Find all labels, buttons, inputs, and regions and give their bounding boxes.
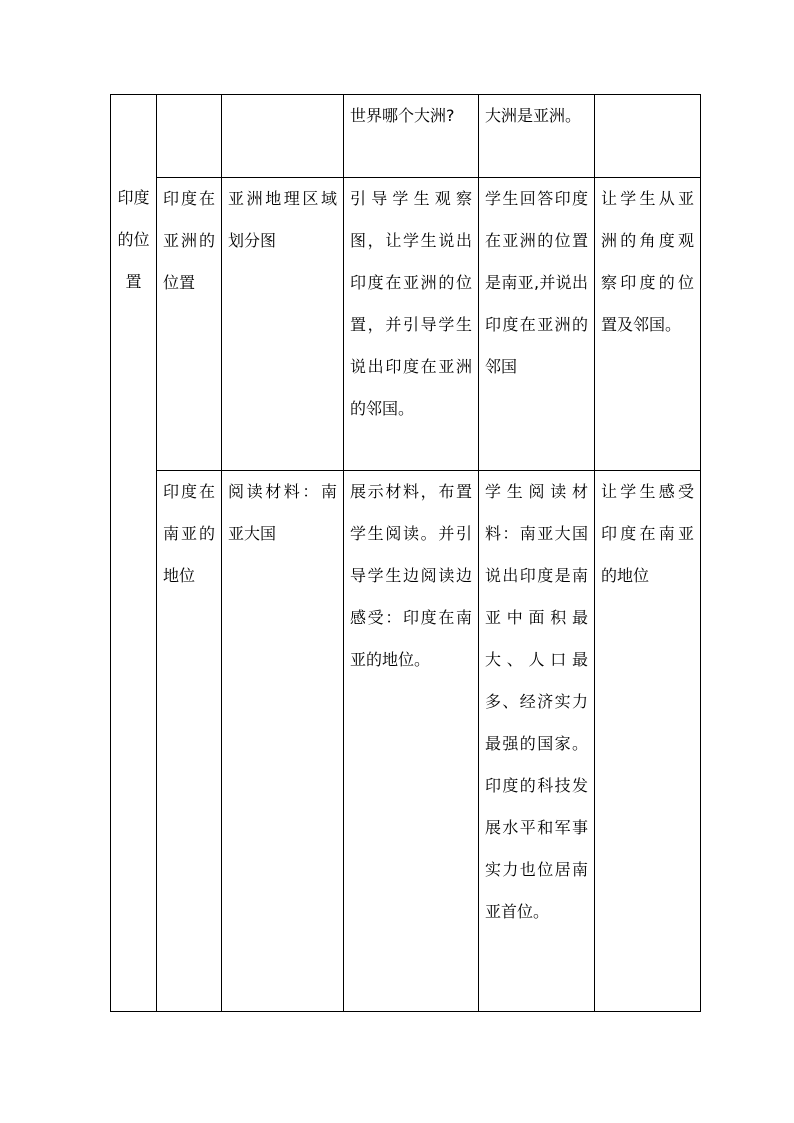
teacher-cell xyxy=(344,178,479,471)
lesson-plan-table xyxy=(110,94,701,1012)
teacher-cell xyxy=(344,95,479,178)
student-cell xyxy=(479,471,595,1012)
section-title: 印度的位置 xyxy=(117,188,150,291)
content-text: 印度在南亚的地位 xyxy=(163,482,215,585)
teacher-activity-text: 展示材料，布置学生阅读。并引导学生边阅读边感受：印度在南亚的地位。 xyxy=(350,482,472,669)
teacher-cell xyxy=(344,471,479,1012)
content-cell xyxy=(157,471,222,1012)
purpose-cell-empty xyxy=(595,95,701,178)
material-cell-empty xyxy=(222,95,344,178)
teacher-activity-text: 引导学生观察图，让学生说出印度在亚洲的位置，并引导学生说出印度在亚洲的邻国。 xyxy=(350,189,472,418)
purpose-text: 让学生从亚洲的角度观察印度的位置及邻国。 xyxy=(601,189,694,334)
table-row xyxy=(111,178,701,471)
purpose-cell xyxy=(595,471,701,1012)
material-cell xyxy=(222,471,344,1012)
content-cell-empty xyxy=(157,95,222,178)
section-cell xyxy=(111,95,157,1012)
student-activity-text: 学生阅读材料：南亚大国说出印度是南亚中面积最大、人口最多、经济实力最强的国家。印度的科技发展水平和军事实力也位居南亚首位。 xyxy=(485,482,588,921)
material-text: 亚洲地理区域划分图 xyxy=(228,189,337,250)
material-text: 阅读材料：南亚大国 xyxy=(228,482,337,543)
teacher-activity-text: 世界哪个大洲? xyxy=(350,106,455,125)
student-activity-text: 大洲是亚洲。 xyxy=(485,106,582,125)
content-cell xyxy=(157,178,222,471)
table-row xyxy=(111,471,701,1012)
table-row-continued xyxy=(111,95,701,178)
student-cell xyxy=(479,178,595,471)
student-cell xyxy=(479,95,595,178)
student-activity-text: 学生回答印度在亚洲的位置是南亚,并说出印度在亚洲的邻国 xyxy=(485,189,588,376)
purpose-text: 让学生感受印度在南亚的地位 xyxy=(601,482,694,585)
content-text: 印度在亚洲的位置 xyxy=(163,189,215,292)
material-cell xyxy=(222,178,344,471)
purpose-cell xyxy=(595,178,701,471)
